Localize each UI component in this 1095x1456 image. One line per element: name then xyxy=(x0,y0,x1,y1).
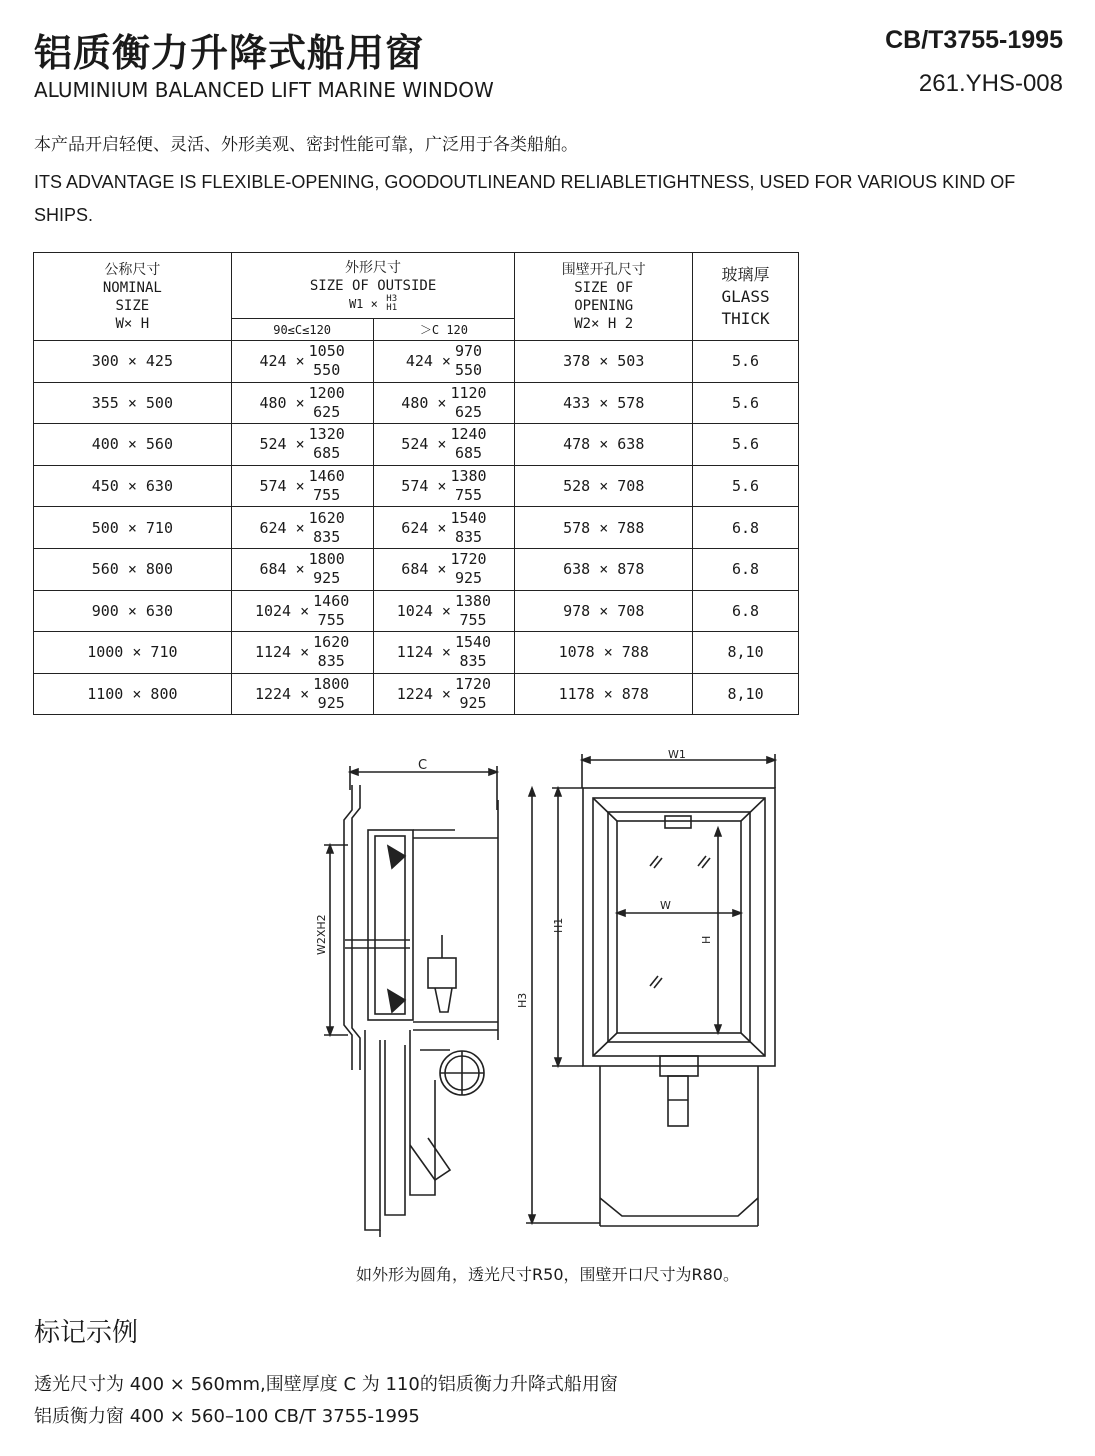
cell-outside-b xyxy=(373,548,515,590)
cell-outside-b xyxy=(373,632,515,674)
cell-outside-a-w1: 574 × xyxy=(259,477,305,496)
cell-nominal: 900 × 630 xyxy=(34,590,232,632)
cell-outside-a-bot: 925 xyxy=(317,694,345,713)
cell-outside-a-bot: 550 xyxy=(313,361,341,380)
cell-glass: 6.8 xyxy=(693,507,799,549)
cell-outside-b-top: 1540 xyxy=(454,633,492,652)
table-row xyxy=(34,590,799,632)
cell-outside-b-top: 970 xyxy=(454,342,483,361)
cell-outside-a xyxy=(231,548,373,590)
cell-outside-b xyxy=(373,382,515,424)
cell-outside-b-bot: 835 xyxy=(454,527,483,546)
cell-opening: 378 × 503 xyxy=(515,341,693,383)
label-h: H xyxy=(700,935,713,944)
cell-outside-a-top: 1800 xyxy=(313,675,350,694)
header-nominal-en1: NOMINAL xyxy=(102,279,162,296)
label-c: C xyxy=(418,758,428,773)
cell-glass: 5.6 xyxy=(693,424,799,466)
cell-outside-b-top: 1720 xyxy=(450,550,487,569)
cell-outside-a-top: 1460 xyxy=(308,467,345,486)
marking-heading: 标记示例 xyxy=(34,1318,139,1348)
cell-outside-b-top: 1540 xyxy=(450,508,487,527)
cell-outside-b-w1: 480 × xyxy=(401,393,447,412)
cell-outside-b-top: 1120 xyxy=(450,383,487,402)
cell-outside-a-w1: 1124 × xyxy=(254,643,310,662)
cell-outside-b-bot: 625 xyxy=(454,402,483,421)
header-outside-w1: W1 × xyxy=(348,296,378,311)
header-nominal-cn: 公称尺寸 xyxy=(104,261,161,278)
marking-line-2: 铝质衡力窗 400 × 560–100 CB/T 3755-1995 xyxy=(34,1406,420,1427)
cell-glass: 6.8 xyxy=(693,548,799,590)
cell-outside-b-top: 1240 xyxy=(450,425,487,444)
header-sub-b: ＞C 120 xyxy=(373,319,515,341)
cell-outside-a-w1: 624 × xyxy=(259,518,305,537)
spec-table xyxy=(33,252,799,715)
front-view-drawing xyxy=(510,748,810,1248)
cell-outside-b-w1: 424 × xyxy=(405,352,451,371)
cell-nominal: 355 × 500 xyxy=(34,382,232,424)
cell-opening: 1178 × 878 xyxy=(515,673,693,715)
cell-outside-a-bot: 835 xyxy=(317,652,345,671)
cell-outside-b xyxy=(373,590,515,632)
cell-outside-a xyxy=(231,673,373,715)
cell-outside-a xyxy=(231,382,373,424)
header-outside-h3: H3 xyxy=(386,293,398,304)
cell-nominal: 500 × 710 xyxy=(34,507,232,549)
label-w2h2: W2XH2 xyxy=(315,914,328,955)
cell-opening: 528 × 708 xyxy=(515,465,693,507)
cell-glass: 5.6 xyxy=(693,382,799,424)
cell-outside-b-top: 1380 xyxy=(454,591,492,610)
cell-outside-b xyxy=(373,673,515,715)
cell-outside-b xyxy=(373,507,515,549)
cell-outside-a-w1: 684 × xyxy=(259,560,305,579)
description-cn: 本产品开启轻便、灵活、外形美观、密封性能可靠，广泛用于各类船舶。 xyxy=(34,135,578,155)
header-outside xyxy=(231,253,515,319)
cell-outside-a-bot: 625 xyxy=(313,402,341,421)
cell-opening: 478 × 638 xyxy=(515,424,693,466)
header-opening-en1: SIZE OF xyxy=(574,279,634,296)
cell-outside-b-bot: 925 xyxy=(459,694,487,713)
header-glass-en1: GLASS xyxy=(721,286,770,306)
header-glass xyxy=(693,253,799,341)
cell-outside-a xyxy=(231,507,373,549)
cell-outside-b xyxy=(373,424,515,466)
cell-glass: 5.6 xyxy=(693,341,799,383)
cell-outside-b-w1: 684 × xyxy=(401,560,447,579)
cell-outside-a-w1: 1024 × xyxy=(254,601,310,620)
cell-glass: 8,10 xyxy=(693,632,799,674)
cell-outside-b-bot: 925 xyxy=(454,569,483,588)
cell-outside-a-w1: 424 × xyxy=(259,352,305,371)
cell-opening: 578 × 788 xyxy=(515,507,693,549)
header-sub-a: 90≤C≤120 xyxy=(231,319,373,341)
cell-glass: 6.8 xyxy=(693,590,799,632)
cell-outside-a-top: 1320 xyxy=(308,425,345,444)
cell-outside-a xyxy=(231,632,373,674)
table-row xyxy=(34,673,799,715)
header-glass-en2: THICK xyxy=(721,308,770,328)
title-cn: 铝质衡力升降式船用窗 xyxy=(34,31,425,75)
cell-outside-a-w1: 524 × xyxy=(259,435,305,454)
header-glass-cn: 玻璃厚 xyxy=(721,264,770,284)
cell-outside-b-w1: 574 × xyxy=(401,477,447,496)
cell-outside-a-bot: 755 xyxy=(313,486,341,505)
table-row xyxy=(34,465,799,507)
header-outside-h1: H1 xyxy=(386,302,398,313)
standard-code: CB/T3755-1995 xyxy=(885,26,1063,54)
cell-nominal: 1100 × 800 xyxy=(34,673,232,715)
cell-outside-a-top: 1800 xyxy=(308,550,345,569)
header-outside-en: SIZE OF OUTSIDE xyxy=(309,277,437,294)
cell-outside-a-bot: 835 xyxy=(313,527,341,546)
cell-glass: 5.6 xyxy=(693,465,799,507)
cell-outside-a-top: 1050 xyxy=(308,342,345,361)
header-nominal xyxy=(34,253,232,341)
header-opening-cn: 围壁开孔尺寸 xyxy=(561,261,646,278)
cell-opening: 1078 × 788 xyxy=(515,632,693,674)
cell-outside-a-bot: 925 xyxy=(313,569,341,588)
cell-outside-b-top: 1380 xyxy=(450,467,487,486)
table-row xyxy=(34,548,799,590)
cell-outside-b-w1: 624 × xyxy=(401,518,447,537)
cell-outside-b-bot: 755 xyxy=(459,610,487,629)
cell-outside-b-w1: 1124 × xyxy=(396,643,451,662)
cell-outside-a xyxy=(231,465,373,507)
header-opening-en2: OPENING xyxy=(574,297,634,314)
marking-line-1: 透光尺寸为 400 × 560mm,围壁厚度 C 为 110的铝质衡力升降式船用窗 xyxy=(34,1374,618,1395)
cell-opening: 638 × 878 xyxy=(515,548,693,590)
cell-outside-b xyxy=(373,465,515,507)
cell-opening: 978 × 708 xyxy=(515,590,693,632)
table-row xyxy=(34,341,799,383)
label-w1: W1 xyxy=(668,748,686,761)
table-row xyxy=(34,382,799,424)
header-nominal-en2: SIZE xyxy=(115,297,150,314)
description-en: ITS ADVANTAGE IS FLEXIBLE-OPENING, GOODOUTLINEAND RELIABLETIGHTNESS, USED FOR VARIOUS KIND OF SHIPS. xyxy=(34,172,1016,225)
cell-outside-a-bot: 755 xyxy=(317,610,345,629)
model-code: 261.YHS-008 xyxy=(918,70,1063,97)
label-h1: H1 xyxy=(552,917,565,933)
header-outside-cn: 外形尺寸 xyxy=(345,259,402,276)
cell-outside-a-w1: 1224 × xyxy=(254,685,310,704)
cell-outside-a-top: 1620 xyxy=(313,633,350,652)
cell-nominal: 300 × 425 xyxy=(34,341,232,383)
table-row xyxy=(34,424,799,466)
header-opening-formula: W2× H 2 xyxy=(574,315,634,332)
cell-outside-a-w1: 480 × xyxy=(259,393,305,412)
drawing-caption: 如外形为圆角，透光尺寸R50，围壁开口尺寸为R80。 xyxy=(356,1265,739,1284)
cell-outside-a xyxy=(231,341,373,383)
label-h3: H3 xyxy=(516,992,529,1008)
cell-outside-b xyxy=(373,341,515,383)
table-row xyxy=(34,632,799,674)
cell-outside-b-bot: 685 xyxy=(454,444,483,463)
cell-outside-b-bot: 550 xyxy=(454,361,483,380)
cell-outside-a-top: 1200 xyxy=(308,383,345,402)
cell-outside-a xyxy=(231,424,373,466)
table-row xyxy=(34,507,799,549)
cell-outside-b-top: 1720 xyxy=(454,675,492,694)
cell-outside-a-bot: 685 xyxy=(313,444,341,463)
cell-outside-b-w1: 1024 × xyxy=(396,601,451,620)
cell-nominal: 560 × 800 xyxy=(34,548,232,590)
cell-glass: 8,10 xyxy=(693,673,799,715)
header-opening xyxy=(515,253,693,341)
cell-outside-a xyxy=(231,590,373,632)
cell-outside-b-w1: 524 × xyxy=(401,435,447,454)
cell-outside-a-top: 1620 xyxy=(308,508,345,527)
header-nominal-formula: W× H xyxy=(115,315,150,332)
cell-outside-b-bot: 755 xyxy=(454,486,483,505)
header-outside-formula xyxy=(232,295,515,313)
cell-nominal: 450 × 630 xyxy=(34,465,232,507)
cell-outside-b-w1: 1224 × xyxy=(396,685,451,704)
cell-outside-a-top: 1460 xyxy=(313,591,350,610)
cell-outside-b-bot: 835 xyxy=(459,652,487,671)
title-en: ALUMINIUM BALANCED LIFT MARINE WINDOW xyxy=(34,78,494,102)
cell-opening: 433 × 578 xyxy=(515,382,693,424)
cell-nominal: 400 × 560 xyxy=(34,424,232,466)
label-w: W xyxy=(660,899,671,912)
cell-nominal: 1000 × 710 xyxy=(34,632,232,674)
